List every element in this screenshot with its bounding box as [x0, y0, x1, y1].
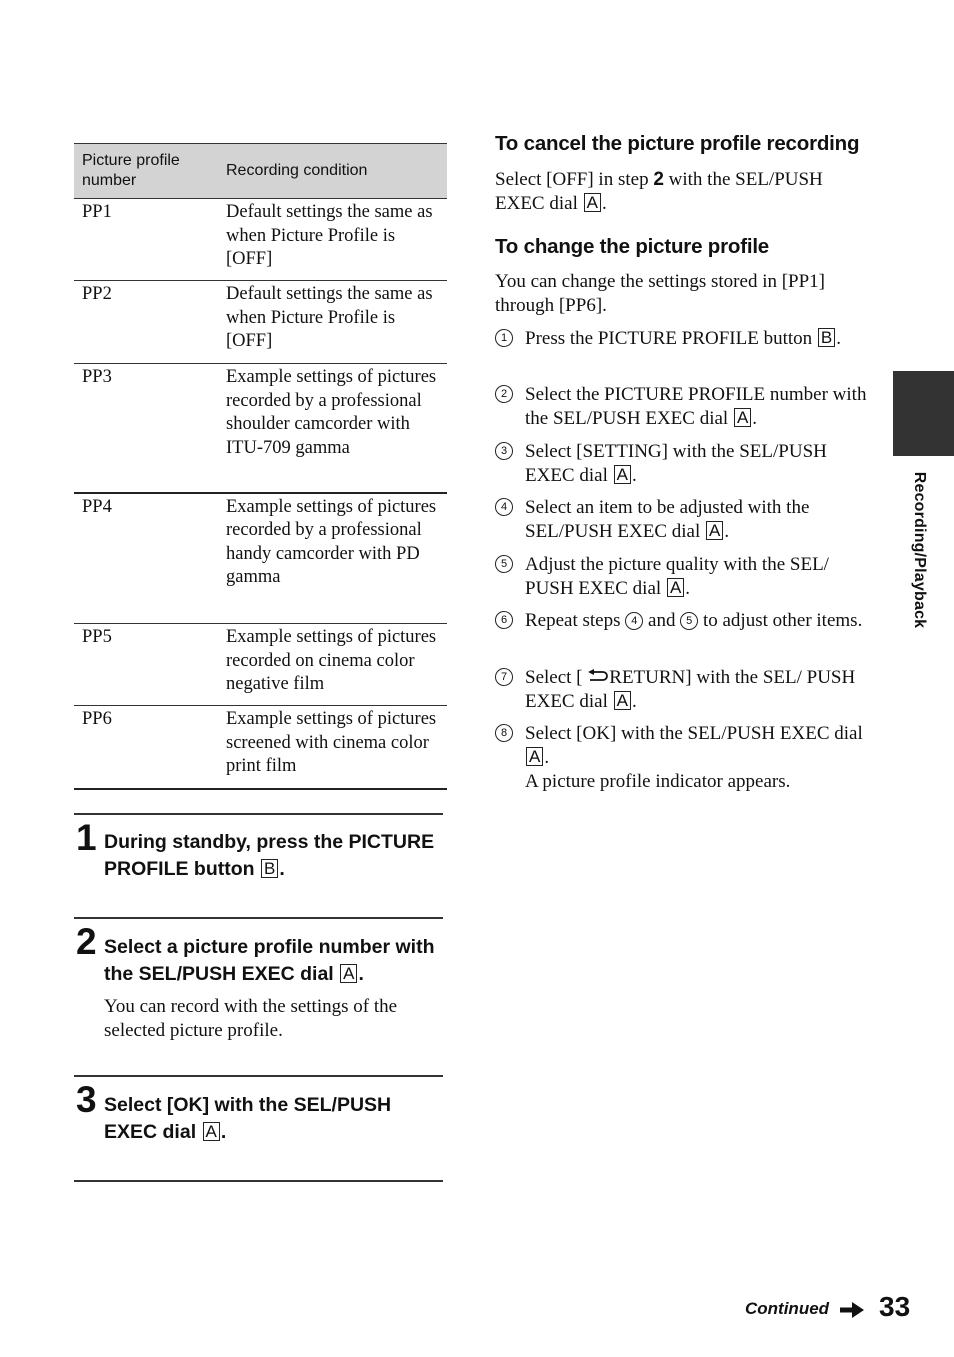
- item-text: to adjust other items.: [702, 610, 863, 631]
- step-circle-icon: 6: [495, 611, 513, 629]
- list-item-text: [525, 722, 875, 794]
- item-end: .: [836, 328, 841, 349]
- item-end: .: [544, 747, 550, 768]
- table-row: [74, 624, 447, 706]
- item-text: Adjust the picture quality with the SEL/ PUSH EXEC dial: [525, 554, 829, 599]
- step-title-end: .: [279, 858, 285, 880]
- header-recording-condition: Recording condition: [218, 144, 447, 199]
- step-title: [104, 934, 449, 988]
- cancel-heading: To cancel the picture profile recording: [495, 132, 860, 155]
- profile-number-cell: PP4: [74, 493, 218, 624]
- step-circle-icon: 8: [495, 724, 513, 742]
- recording-condition-cell: Example settings of pictures recorded by a professional handy camcorder with PD gamma: [218, 493, 447, 624]
- table-row: [74, 281, 447, 364]
- step-divider: [74, 813, 443, 815]
- item-text: and: [648, 610, 676, 631]
- step-circle-icon: 1: [495, 329, 513, 347]
- step-circle-icon: 4: [495, 498, 513, 516]
- key-a-label: A: [526, 747, 543, 766]
- step-number: 2: [76, 921, 97, 962]
- item-end: .: [752, 408, 758, 429]
- step-title: [104, 829, 449, 883]
- step-circle-icon: 5: [680, 612, 698, 630]
- change-intro: You can change the settings stored in [PP1] through [PP6].: [495, 271, 826, 316]
- item-text: Repeat steps: [525, 610, 621, 631]
- recording-condition-cell: Default settings the same as when Picture Profile is [OFF]: [218, 199, 447, 281]
- step-title: [104, 1092, 449, 1146]
- item-end: .: [631, 691, 637, 712]
- list-item-text: [525, 496, 875, 544]
- recording-condition-cell: Example settings of pictures recorded on cinema color negative film: [218, 624, 447, 706]
- page-number: 33: [879, 1291, 911, 1322]
- list-item-text: [525, 609, 875, 633]
- key-a-label: A: [614, 465, 631, 484]
- item-end: .: [631, 465, 637, 486]
- item-text: RETURN] with the SEL/ PUSH EXEC dial: [525, 667, 856, 712]
- step-circle-icon: 4: [625, 612, 643, 630]
- cancel-text-start: Select [OFF] in step: [495, 169, 654, 190]
- key-a-label: A: [614, 691, 631, 710]
- step-reference: 2: [653, 169, 664, 190]
- recording-condition-cell: Example settings of pictures screened with cinema color print film: [218, 706, 447, 789]
- list-item-text: [525, 553, 875, 601]
- item-text: Press the PICTURE PROFILE button: [525, 328, 813, 349]
- step-title-end: .: [358, 963, 364, 985]
- table-header-row: [74, 144, 447, 199]
- table-row: [74, 493, 447, 624]
- item-text: Select an item to be adjusted with the SEL/PUSH EXEC dial: [525, 497, 810, 542]
- step-title-text: Select [OK] with the SEL/PUSH EXEC dial: [104, 1094, 392, 1143]
- change-heading: To change the picture profile: [495, 235, 770, 258]
- cancel-text: [495, 168, 870, 216]
- step-divider: [74, 917, 443, 919]
- table-row: [74, 199, 447, 281]
- list-item-text: [525, 440, 875, 488]
- step-title-text: Select a picture profile number with the SEL/PUSH EXEC dial: [104, 936, 435, 985]
- step-title-end: .: [220, 1121, 227, 1143]
- key-a-label: A: [340, 964, 357, 983]
- profile-number-cell: PP1: [74, 199, 218, 281]
- cancel-text-end: .: [601, 193, 607, 214]
- step-circle-icon: 5: [495, 555, 513, 573]
- step-circle-icon: 7: [495, 668, 513, 686]
- item-end: .: [685, 578, 691, 599]
- item-note: A picture profile indicator appears.: [525, 771, 791, 792]
- key-b-label: B: [818, 328, 835, 347]
- list-item-text: [525, 327, 875, 351]
- step-circle-icon: 2: [495, 385, 513, 403]
- step-number: 3: [76, 1079, 97, 1120]
- key-a-label: A: [734, 408, 751, 427]
- list-item-text: [525, 383, 875, 431]
- key-a-label: A: [667, 578, 684, 597]
- picture-profile-table: [74, 143, 447, 790]
- step-title-text: During standby, press the PICTURE PROFILE button: [104, 831, 435, 880]
- profile-number-cell: PP2: [74, 281, 218, 364]
- item-text: Select [SETTING] with the SEL/PUSH EXEC dial: [525, 441, 827, 486]
- item-text: Select [OK] with the SEL/PUSH EXEC dial: [525, 723, 863, 744]
- key-b-label: B: [261, 859, 278, 878]
- return-icon: [587, 669, 609, 684]
- table-row: [74, 364, 447, 493]
- key-a-label: A: [584, 193, 601, 212]
- continued-label: Continued: [745, 1299, 830, 1318]
- cancel-text-rest: with the SEL/PUSH EXEC dial: [495, 169, 823, 214]
- profile-number-cell: PP5: [74, 624, 218, 706]
- list-item-text: [525, 666, 875, 714]
- step-circle-icon: 3: [495, 442, 513, 460]
- profile-number-cell: PP3: [74, 364, 218, 493]
- recording-condition-cell: Example settings of pictures recorded by a professional shoulder camcorder with ITU-709 gamma: [218, 364, 447, 493]
- profile-number-cell: PP6: [74, 706, 218, 789]
- item-text: Select [: [525, 667, 583, 688]
- item-text: Select the PICTURE PROFILE number with the SEL/PUSH EXEC dial: [525, 384, 867, 429]
- arrow-right-icon: [840, 1302, 864, 1318]
- key-a-label: A: [706, 521, 723, 540]
- step-description: You can record with the settings of the selected picture profile.: [104, 996, 398, 1041]
- step-divider: [74, 1075, 443, 1077]
- item-end: .: [724, 521, 730, 542]
- step-number: 1: [76, 817, 97, 858]
- step-divider: [74, 1180, 443, 1182]
- recording-condition-cell: Default settings the same as when Picture Profile is [OFF]: [218, 281, 447, 364]
- table-row: [74, 706, 447, 789]
- section-tab: [893, 371, 954, 456]
- section-label: Recording/Playback: [911, 471, 928, 629]
- key-a-label: A: [203, 1122, 220, 1141]
- header-profile-number: Picture profile number: [74, 144, 218, 199]
